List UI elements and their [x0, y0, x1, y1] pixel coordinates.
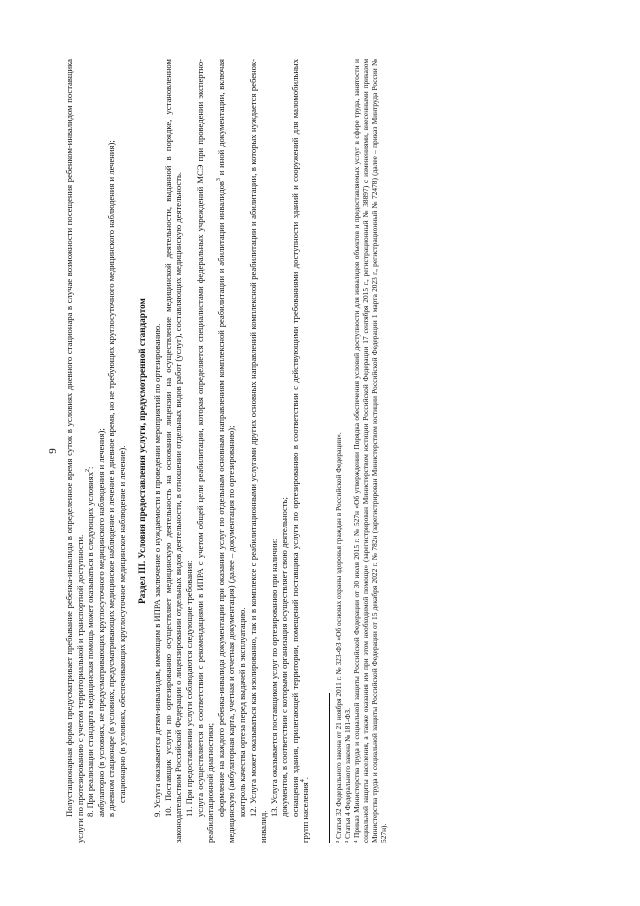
equipment-text-end: .	[300, 777, 311, 780]
item-9: 9. Услуга оказывается детям-инвалидам, имеющим в ИПРА заключение о нуждаемости в проведении мероприятий по ортезированию.	[152, 323, 163, 817]
section-title: Раздел III. Условия предоставления услуги, предусмотренной стандартом	[136, 298, 147, 604]
condition-day-hospital: в дневном стационаре (в условиях, предусматривающих медицинское наблюдение и лечение в дневное время, но не требующих круглосуточного медицинского наблюдения и лечения);	[106, 140, 117, 817]
footnote-ref-4[interactable]: 4	[300, 779, 307, 783]
footnote-3: ³ Статья 4 Федерального закона № 181-ФЗ.	[343, 708, 353, 843]
item-13: 13. Услуга оказывается поставщиком услуг по ортезированию при наличии:	[268, 538, 279, 817]
condition-inpatient: стационарно (в условиях, обеспечивающих круглосуточное медицинское наблюдение и лечение).	[116, 445, 127, 803]
item-11-requirement-quality: контроль качества ортеза перед выдачей в эксплуатацию.	[236, 607, 247, 817]
footnote-2: ² Статья 32 Федерального закона от 21 ноября 2011 г. № 323-ФЗ «Об основах охраны здоровья граждан в Российской Федерации».	[334, 432, 344, 843]
documentation-text-b: и иной документации, включая медицинскую (амбулаторная карта, учетная и отчетная документация) (далее – документация по ортезированию);	[215, 59, 237, 843]
item-11: 11. При предоставлении услуги соблюдаются следующие требования:	[183, 560, 194, 817]
item-11-requirement-documentation	[216, 59, 237, 843]
footnote-ref-3[interactable]: 3	[215, 178, 222, 182]
footnote-ref-2[interactable]: 2	[85, 469, 92, 472]
equipment-text: оснащения здания, прилегающей территории, помещений поставщика услуги по ортезированию в соответствии с действующими требованиями доступности зданий и сооружений для маломобильных групп населения	[289, 59, 311, 843]
item-10: 10. Поставщик услуги по ортезированию осуществляет медицинскую деятельность на основании лицензии на осуществление медицинской деятельности, выданной в порядке, установленном законодательством Российской Федерации о лицензировании отдельных видов деятельности, в отношении отдельных видов работ (услуг), составляющих медицинскую деятельность.	[162, 59, 184, 843]
paragraph-semistationary: Полустационарная форма предусматривает пребывание ребенка-инвалида в определенное время суток в условиях дневного стационара в случае возможности посещения ребенком-инвалидом поставщика услуги по протезированию с учетом территориальной и транспортной доступности.	[64, 59, 85, 843]
condition-outpatient: амбулаторно (в условиях, не предусматривающих круглосуточного медицинского наблюдения и лечения);	[95, 428, 106, 817]
paragraph-8-text: 8. При реализации стандарта медицинская помощь может оказываться в следующих условиях	[85, 472, 96, 817]
item-13-documents: документов, в соответствии с которыми организация осуществляет свою деятельность;	[279, 497, 290, 817]
item-13-equipment	[290, 59, 311, 843]
document-page	[40, 33, 600, 873]
item-11-requirement-ipra: услуга осуществляется в соответствии с рекомендациями в ИПРА с учетом общей цели реабилитации, которая определяется специалистами федеральных учреждений МСЭ при проведении экспертно-реабилитационной диагностики;	[194, 59, 216, 843]
footnote-4: ⁴ Приказ Министерства труда и социальной защиты Российской Федерации от 30 июля 2015 г. № 527н «Об утверждении Порядка обеспечения условий доступности для инвалидов объектов и предоставляемых услуг в сфере труда, занятости и социальной защиты населения, а также оказания им при этом необходимой помощи» (зарегистрирован Министерством юстиции Российской Федерации 17 сентября 2015 г., регистрационный № 38897) с изменениями, внесенными приказом Министерства труда и социальной защиты Российской Федерации от 15 декабря 2022 г. № 782н (зарегистрирован Министерством юстиции Российской Федерации 1 марта 2023 г., регистрационный № 72478) (далее – приказ Минтруда России № 527н).	[352, 59, 389, 843]
page-number: 9	[47, 448, 59, 454]
documentation-text-a: оформление на каждого ребенка-инвалида документации при оказании услуг по отдельным основным направлениям комплексной реабилитации и абилитации инвалидов	[215, 181, 226, 817]
footnote-separator	[329, 693, 330, 843]
item-12: 12. Услуга может оказываться как изолированно, так и в комплексе с реабилитационными услугами других основных направлений комплексной реабилитации и абилитации, в которых нуждается ребенок-инвалид.	[247, 59, 269, 843]
paragraph-8	[85, 59, 96, 843]
paragraph-8-colon: :	[85, 466, 96, 469]
